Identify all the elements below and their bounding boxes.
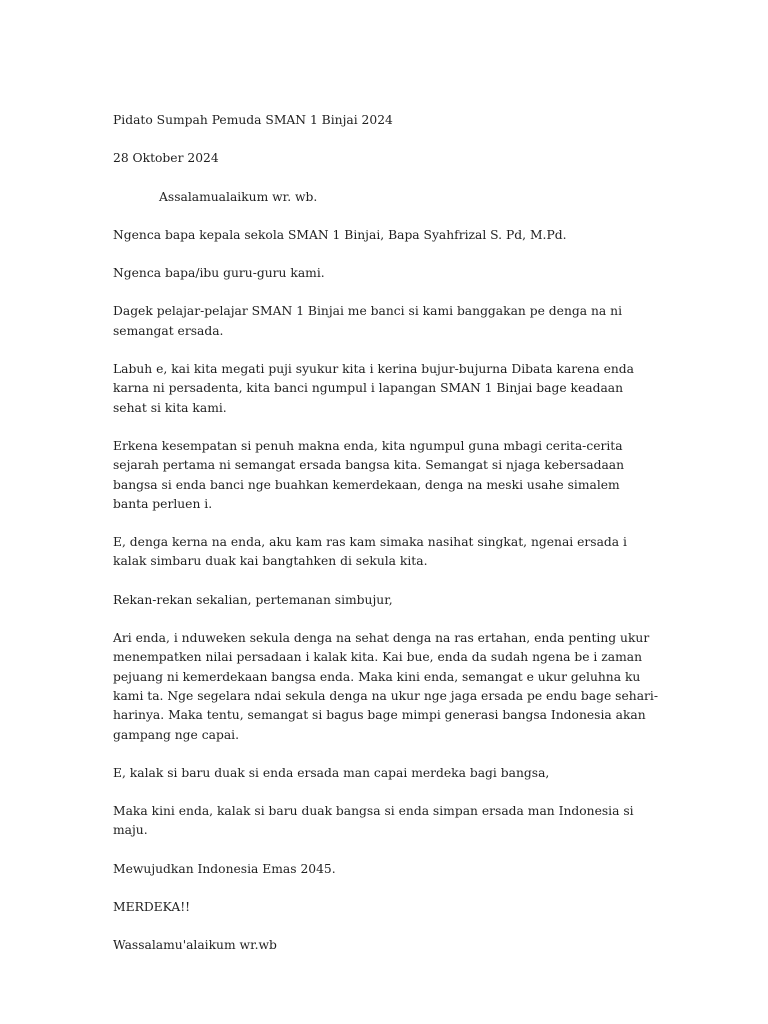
paragraph-main-message: Ari enda, i nduweken sekula denga na sehat denga na ras ertahan, enda penting ukur menempatken nilai persadaan i kalak kita. Kai bue, enda da sudah ngena be i zaman pejuang ni kemerdekaan bangsa enda. Maka kini enda, semangat e ukur geluhna ku kami ta. Nge segelara ndai sekula denga na ukur nge jaga ersada pe endu bage sehari-harinya. Maka tentu, semangat si bagus bage mimpi generasi bangsa Indonesia akan gampang nge capai. <box>113 631 658 742</box>
document-date: 28 Oktober 2024 <box>113 151 219 166</box>
paragraph-salutation-teachers: Ngenca bapa/ibu guru-guru kami. <box>113 266 325 281</box>
paragraph-history: Erkena kesempatan si penuh makna enda, kita ngumpul guna mbagi cerita-cerita sejarah pertama ni semangat ersada bangsa kita. Semangat si njaga kebersadaan bangsa si enda banci nge buahkan kemerdekaan, denga na meski usahe simalem banta perluen i. <box>113 438 625 511</box>
closing-greeting: Wassalamu'alaikum wr.wb <box>113 938 277 953</box>
paragraph-address: Rekan-rekan sekalian, pertemanan simbujur, <box>113 592 393 607</box>
paragraph-advice: E, denga kerna na enda, aku kam ras kam simaka nasihat singkat, ngenai ersada i kalak simbaru duak kai bangtahken di sekula kita. <box>113 535 627 569</box>
paragraph-vision: Mewujudkan Indonesia Emas 2045. <box>113 861 336 876</box>
paragraph-salutation-principal: Ngenca bapa kepala sekola SMAN 1 Binjai, Bapa Syahfrizal S. Pd, M.Pd. <box>113 227 567 242</box>
opening-greeting: Assalamualaikum wr. wb. <box>159 189 318 204</box>
paragraph-gratitude: Labuh e, kai kita megati puji syukur kita i kerina bujur-bujurna Dibata karena enda karna ni persadenta, kita banci ngumpul i lapangan SMAN 1 Binjai bage keadaan sehat si kita kami. <box>113 362 635 415</box>
document-title: Pidato Sumpah Pemuda SMAN 1 Binjai 2024 <box>113 113 393 127</box>
paragraph-salutation-students: Dagek pelajar-pelajar SMAN 1 Binjai me banci si kami banggakan pe denga na ni semangat ersada. <box>113 304 622 338</box>
paragraph-merdeka: MERDEKA!! <box>113 900 191 915</box>
document-body <box>113 111 658 975</box>
paragraph-youth-unity: E, kalak si baru duak si enda ersada man capai merdeka bagi bangsa, <box>113 765 550 780</box>
paragraph-progress: Maka kini enda, kalak si baru duak bangsa si enda simpan ersada man Indonesia si maju. <box>113 804 634 838</box>
